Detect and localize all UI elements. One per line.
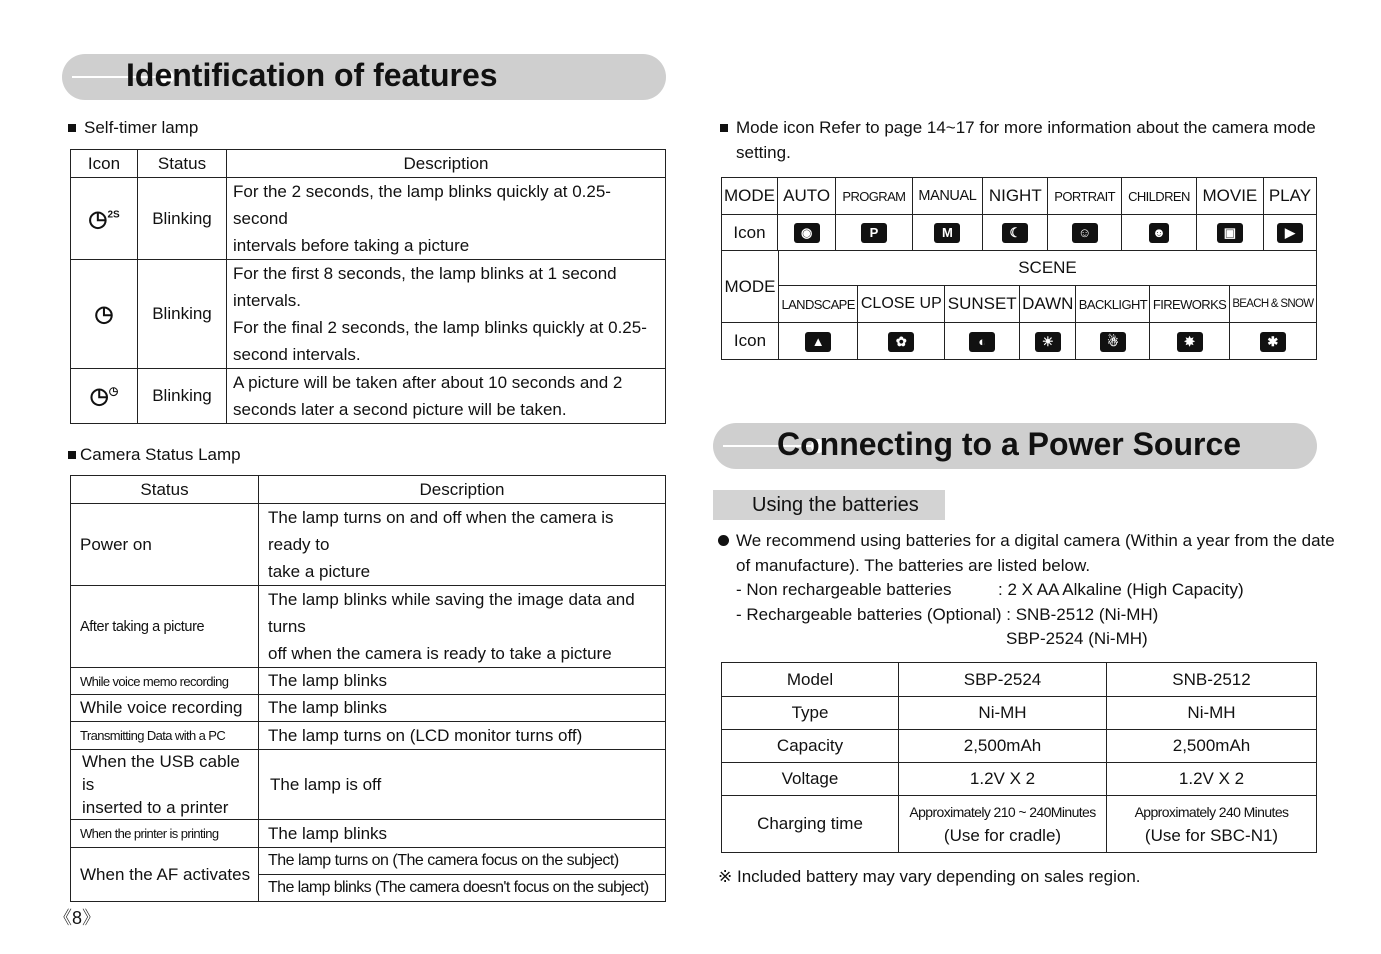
table-cell: Ni-MH [1107,697,1317,730]
scene-sunset: SUNSET [945,286,1020,323]
description-cell: A picture will be taken after about 10 seconds and 2 seconds later a second picture will be taken. [227,369,666,424]
square-bullet-icon [68,124,76,132]
status-cell: After taking a picture [71,586,259,668]
table-row [71,504,666,586]
fireworks-icon: ✸ [1177,332,1203,352]
status-cell: While voice memo recording [71,668,259,695]
self-timer-2s-icon: ◷$^{2S}$ [88,205,120,231]
scene-fireworks: FIREWORKS [1150,286,1229,323]
table-row [71,750,666,820]
status-cell: When the AF activates [71,848,259,902]
play-icon: ▶ [1277,223,1303,243]
row-label: Model [722,663,899,697]
table-cell: 2,500mAh [1107,730,1317,763]
status-cell: When the USB cable is inserted to a printer [71,750,259,820]
table-row [71,260,666,369]
col-header-status: Status [138,150,227,178]
square-bullet-icon [720,124,728,132]
status-cell: Transmitting Data with a PC [71,722,259,750]
footnote: ※ Included battery may vary depending on sales region. [718,867,1141,886]
mode-label: MODE [722,251,779,323]
table-cell: SBP-2524 [899,663,1107,697]
status-cell: While voice recording [71,695,259,722]
table-row [71,586,666,668]
table-row [71,848,666,875]
selftimer-heading: Self-timer lamp [68,118,198,138]
table-row [71,722,666,750]
status-lamp-heading: Camera Status Lamp [68,445,241,465]
portrait-icon: ☺ [1072,223,1098,243]
description-cell: The lamp blinks while saving the image data and turns off when the camera is ready to take a picture [259,586,666,668]
col-header-description: Description [259,476,666,504]
status-cell: Blinking [138,260,227,369]
scene-table [721,250,1317,360]
section-title: Connecting to a Power Source [777,426,1242,462]
table-row [71,820,666,848]
status-cell: Blinking [138,178,227,260]
description-cell: The lamp turns on and off when the camera is ready to take a picture [259,504,666,586]
table-row [71,695,666,722]
table-cell: 1.2V X 2 [899,763,1107,796]
program-icon: P [861,223,887,243]
self-timer-10s-icon: ◷ [94,301,114,326]
camera-icon: ◉ [794,223,820,243]
landscape-icon: ▲ [805,332,831,352]
sunset-icon: ◐ [969,332,995,352]
status-lamp-table [70,475,666,902]
mode-manual: MANUAL [912,178,983,215]
mode-auto: AUTO [778,178,836,215]
mode-play: PLAY [1263,178,1316,215]
sub-heading: Using the batteries [752,494,919,516]
page-title: Identification of features [126,57,498,93]
square-bullet-icon [68,451,76,459]
description-cell: The lamp is off [259,750,666,820]
selftimer-table [70,149,666,424]
mode-night: NIGHT [983,178,1048,215]
table-row [71,178,666,260]
table-row [71,668,666,695]
mode-portrait: PORTRAIT [1048,178,1122,215]
self-timer-double-icon: ◷◷ [89,383,119,408]
status-cell: Power on [71,504,259,586]
description-cell: The lamp blinks [259,695,666,722]
mode-table [721,177,1317,251]
table-cell: SNB-2512 [1107,663,1317,697]
status-cell: When the printer is printing [71,820,259,848]
description-cell: The lamp turns on (LCD monitor turns off) [259,722,666,750]
scene-beach-snow: BEACH & SNOW [1229,286,1316,323]
description-cell: The lamp blinks [259,668,666,695]
scene-label: SCENE [779,251,1317,286]
icon-label: Icon [722,323,779,360]
beach-snow-icon: ✱ [1260,332,1286,352]
table-cell: Approximately 240 Minutes (Use for SBC-N1) [1107,796,1317,853]
col-header-icon: Icon [71,150,138,178]
scene-landscape: LANDSCAPE [779,286,858,323]
mode-movie: MOVIE [1196,178,1263,215]
section-banner-power [713,423,1317,469]
row-label: Voltage [722,763,899,796]
mode-label: MODE [722,178,778,215]
section-banner-features [62,54,666,100]
description-cell: The lamp blinks [259,820,666,848]
table-cell: 2,500mAh [899,730,1107,763]
table-cell: Ni-MH [899,697,1107,730]
row-label: Capacity [722,730,899,763]
row-label: Charging time [722,796,899,853]
mode-program: PROGRAM [836,178,912,215]
table-cell: Approximately 210 ~ 240Minutes (Use for cradle) [899,796,1107,853]
col-header-description: Description [227,150,666,178]
status-cell: Blinking [138,369,227,424]
battery-paragraph: We recommend using batteries for a digital camera (Within a year from the date of manufacture). The batteries are listed below. - Non rechargeable batteries : 2 X AA Alkaline (High Capacity) - Rechargeable batteries (Optional) : SNB-2512 (Ni-MH) SBP-2524 (Ni-MH) [718,529,1335,652]
movie-icon: ▣ [1217,223,1243,243]
close-up-icon: ✿ [888,332,914,352]
description-cell: For the 2 seconds, the lamp blinks quickly at 0.25-second intervals before taking a picture [227,178,666,260]
scene-close-up: CLOSE UP [858,286,945,323]
scene-dawn: DAWN [1020,286,1076,323]
description-cell: For the first 8 seconds, the lamp blinks at 1 second intervals. For the final 2 seconds, the lamp blinks quickly at 0.25- second intervals. [227,260,666,369]
dawn-icon: ☀ [1035,332,1061,352]
description-cell: The lamp turns on (The camera focus on the subject) [259,848,666,875]
circle-bullet-icon [718,535,729,546]
children-icon: ☻ [1149,223,1169,243]
icon-label: Icon [722,215,778,251]
table-row [71,369,666,424]
backlight-icon: ☃ [1100,332,1126,352]
page-number: 《8》 [54,908,101,928]
mode-children: CHILDREN [1122,178,1197,215]
mode-note: Mode icon Refer to page 14~17 for more information about the camera mode setting. [720,116,1316,165]
night-icon: ☾ [1002,223,1028,243]
description-cell: The lamp blinks (The camera doesn't focus on the subject) [259,875,666,902]
manual-icon: M [934,223,960,243]
sub-heading-box [713,490,945,520]
row-label: Type [722,697,899,730]
scene-backlight: BACKLIGHT [1076,286,1150,323]
table-cell: 1.2V X 2 [1107,763,1317,796]
col-header-status: Status [71,476,259,504]
battery-table [721,662,1317,853]
